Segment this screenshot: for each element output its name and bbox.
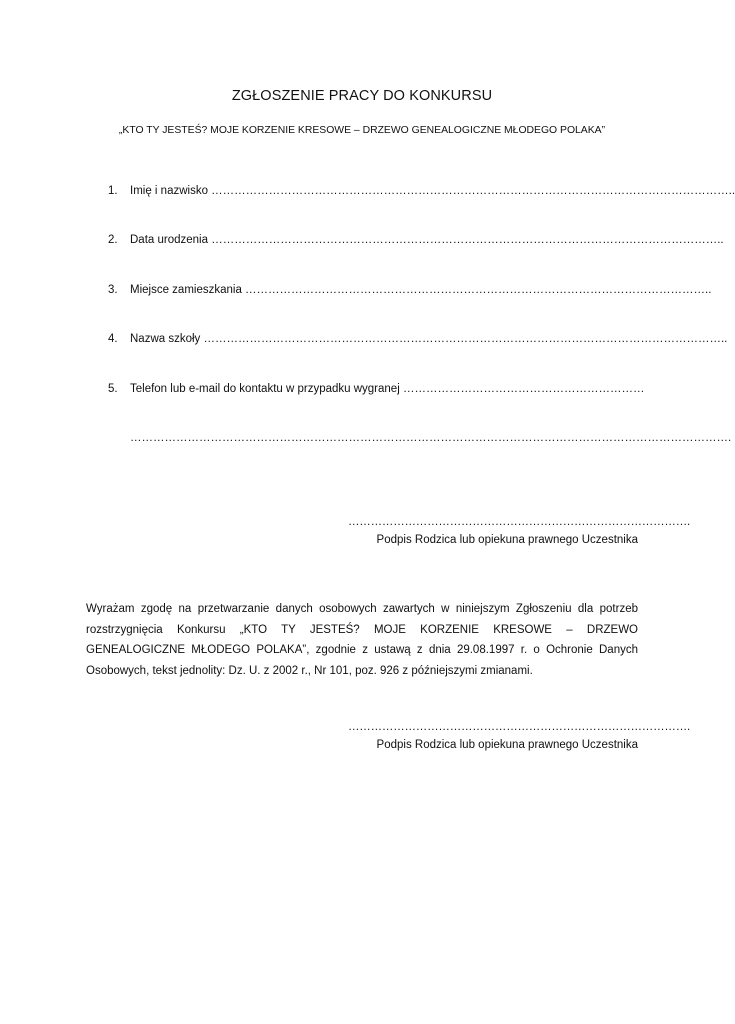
signature-label: Podpis Rodzica lub opiekuna prawnego Uczestnika bbox=[376, 739, 638, 751]
field-label: Nazwa szkoły ……………………………………………………………………………………………………………………….. bbox=[130, 333, 728, 345]
signature-block-2 bbox=[348, 721, 690, 751]
signature-line[interactable]: ………………………………………………………………………………. bbox=[348, 721, 690, 733]
field-contact[interactable] bbox=[108, 383, 645, 395]
document-title: ZGŁOSZENIE PRACY DO KONKURSU bbox=[231, 88, 493, 104]
field-number: 2. bbox=[108, 234, 118, 246]
consent-paragraph: Wyrażam zgodę na przetwarzanie danych osobowych zawartych w niniejszym Zgłoszeniu dla potrzeb rozstrzygnięcia Konkursu „KTO TY JESTEŚ? MOJE KORZENIE KRESOWE – DRZEWO GENEALOGICZNE MŁODEGO POLAKA”, zgodnie z ustawą z dnia 29.08.1997 r. o Ochronie Danych Osobowych, tekst jednolity: Dz. U. z 2002 r., Nr 101, poz. 926 z późniejszymi zmianami. bbox=[86, 603, 638, 677]
field-label: Data urodzenia …………………………………………………………………………………………………………………….. bbox=[130, 234, 724, 246]
signature-block-1 bbox=[348, 516, 690, 546]
field-birth-date[interactable] bbox=[108, 234, 724, 246]
field-label: Miejsce zamieszkania ………………………………………………………………………………………………………….. bbox=[130, 284, 712, 296]
field-number: 1. bbox=[108, 185, 118, 197]
field-residence[interactable] bbox=[108, 284, 712, 296]
field-number: 4. bbox=[108, 333, 118, 345]
field-label: Telefon lub e-mail do kontaktu w przypadku wygranej ……………………………………………………… bbox=[130, 383, 645, 395]
signature-label: Podpis Rodzica lub opiekuna prawnego Uczestnika bbox=[376, 534, 638, 546]
field-contact-continuation[interactable]: …………………………………………………………………………………………………………………………………………. bbox=[130, 432, 732, 444]
field-label: Imię i nazwisko ……………………………………………………………………………………………………………………….. bbox=[130, 185, 735, 197]
document-subtitle: „KTO TY JESTEŚ? MOJE KORZENIE KRESOWE – DRZEWO GENEALOGICZNE MŁODEGO POLAKA” bbox=[118, 125, 606, 136]
field-school-name[interactable] bbox=[108, 333, 728, 345]
signature-line[interactable]: ………………………………………………………………………………. bbox=[348, 516, 690, 528]
field-name[interactable] bbox=[108, 185, 735, 197]
field-number: 5. bbox=[108, 383, 118, 395]
field-number: 3. bbox=[108, 284, 118, 296]
